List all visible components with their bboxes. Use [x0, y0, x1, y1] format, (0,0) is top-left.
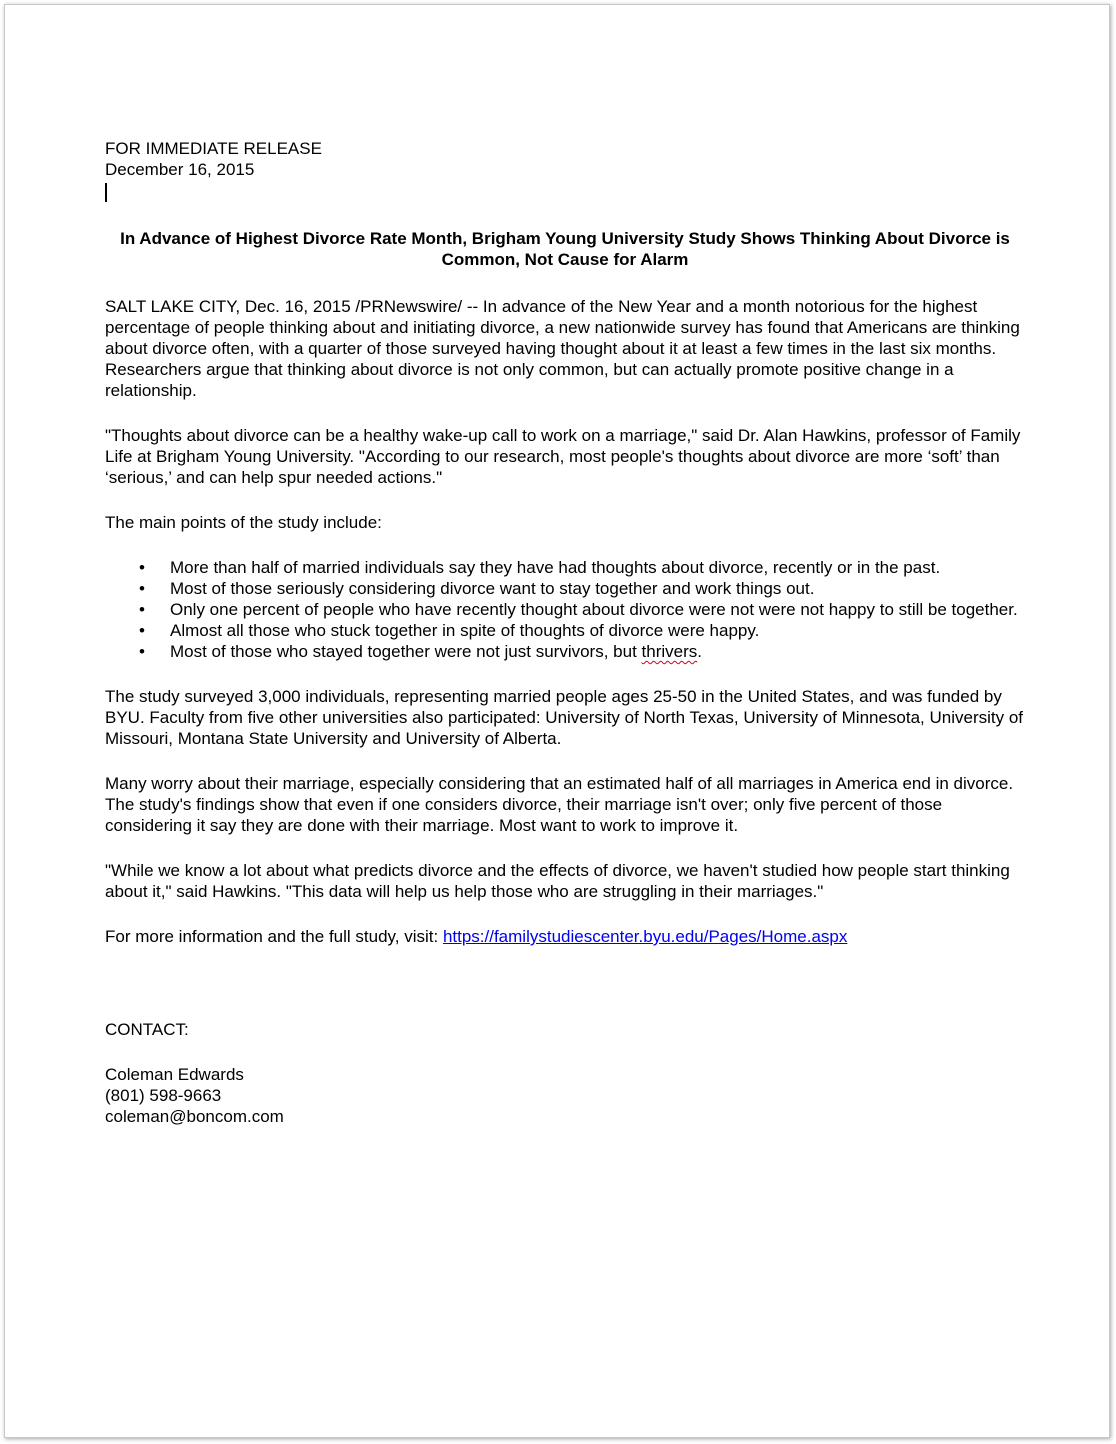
release-date: December 16, 2015: [105, 160, 255, 179]
bullet-icon: •: [139, 642, 145, 661]
document-page: [4, 4, 1110, 1438]
list-item: [105, 641, 1025, 662]
list-item: [105, 620, 1025, 641]
text-cursor: [105, 183, 107, 202]
contact-phone: (801) 598-9663: [105, 1086, 222, 1105]
list-item: [105, 557, 1025, 578]
paragraph-hawkins-quote: "While we know a lot about what predicts divorce and the effects of divorce, we haven't studied how people start thinking about it," said Hawkins. "This data will help us help those who are struggling in their marriages.": [105, 861, 1010, 901]
main-points-list: [105, 557, 1025, 662]
document-body[interactable]: [105, 138, 1025, 1127]
paragraph-quote: "Thoughts about divorce can be a healthy wake-up call to work on a marriage," said Dr. Alan Hawkins, professor of Family Life at Brigham Young University. "According to our research, most people's thoughts about divorce are more ‘soft’ than ‘serious,’ and can help spur needed actions.": [105, 426, 1021, 487]
list-item-text: Most of those who stayed together were not just survivors, but: [170, 642, 642, 661]
contact-label: CONTACT:: [105, 1020, 189, 1039]
paragraph-more-info: [105, 926, 1025, 947]
release-label: FOR IMMEDIATE RELEASE: [105, 139, 322, 158]
more-info-text: For more information and the full study, visit:: [105, 927, 443, 946]
paragraph-main-points: The main points of the study include:: [105, 513, 382, 532]
bullet-icon: •: [139, 621, 145, 640]
paragraph-findings: Many worry about their marriage, especially considering that an estimated half of all marriages in America end in divorce. The study's findings show that even if one considers divorce, their marriage isn't over; only five percent of those considering it say they are done with their marriage. Most want to work to improve it.: [105, 774, 1014, 835]
contact-details: [105, 1064, 1025, 1127]
headline: In Advance of Highest Divorce Rate Month, Brigham Young University Study Shows Thinking About Divorce is Common, Not Cause for Alarm: [120, 229, 1010, 269]
contact-email: coleman@boncom.com: [105, 1107, 284, 1126]
list-item: [105, 578, 1025, 599]
bullet-icon: •: [139, 579, 145, 598]
study-link[interactable]: https://familystudiescenter.byu.edu/Pages/Home.aspx: [442, 927, 848, 946]
list-item-text: Almost all those who stuck together in spite of thoughts of divorce were happy.: [170, 621, 760, 640]
list-item-text: More than half of married individuals say they have had thoughts about divorce, recently or in the past.: [170, 558, 941, 577]
paragraph-intro: SALT LAKE CITY, Dec. 16, 2015 /PRNewswire/ -- In advance of the New Year and a month notorious for the highest percentage of people thinking about and initiating divorce, a new nationwide survey has found that Americans are thinking about divorce often, with a quarter of those surveyed having thought about it at least a few times in the last six months. Researchers argue that thinking about divorce is not only common, but can actually promote positive change in a relationship.: [105, 297, 1020, 400]
list-item: [105, 599, 1025, 620]
list-item-text-end: .: [697, 642, 702, 661]
paragraph-survey: The study surveyed 3,000 individuals, representing married people ages 25-50 in the United States, and was funded by BYU. Faculty from five other universities also participated: University of North Texas, University of Minnesota, University of Missouri, Montana State University and University of Alberta.: [105, 687, 1024, 748]
list-item-text: Only one percent of people who have recently thought about divorce were not were not happy to still be together.: [170, 600, 1018, 619]
bullet-icon: •: [139, 600, 145, 619]
misspelled-word[interactable]: thrivers: [641, 642, 698, 661]
contact-name: Coleman Edwards: [105, 1065, 244, 1084]
list-item-text: Most of those seriously considering divorce want to stay together and work things out.: [170, 579, 815, 598]
bullet-icon: •: [139, 558, 145, 577]
